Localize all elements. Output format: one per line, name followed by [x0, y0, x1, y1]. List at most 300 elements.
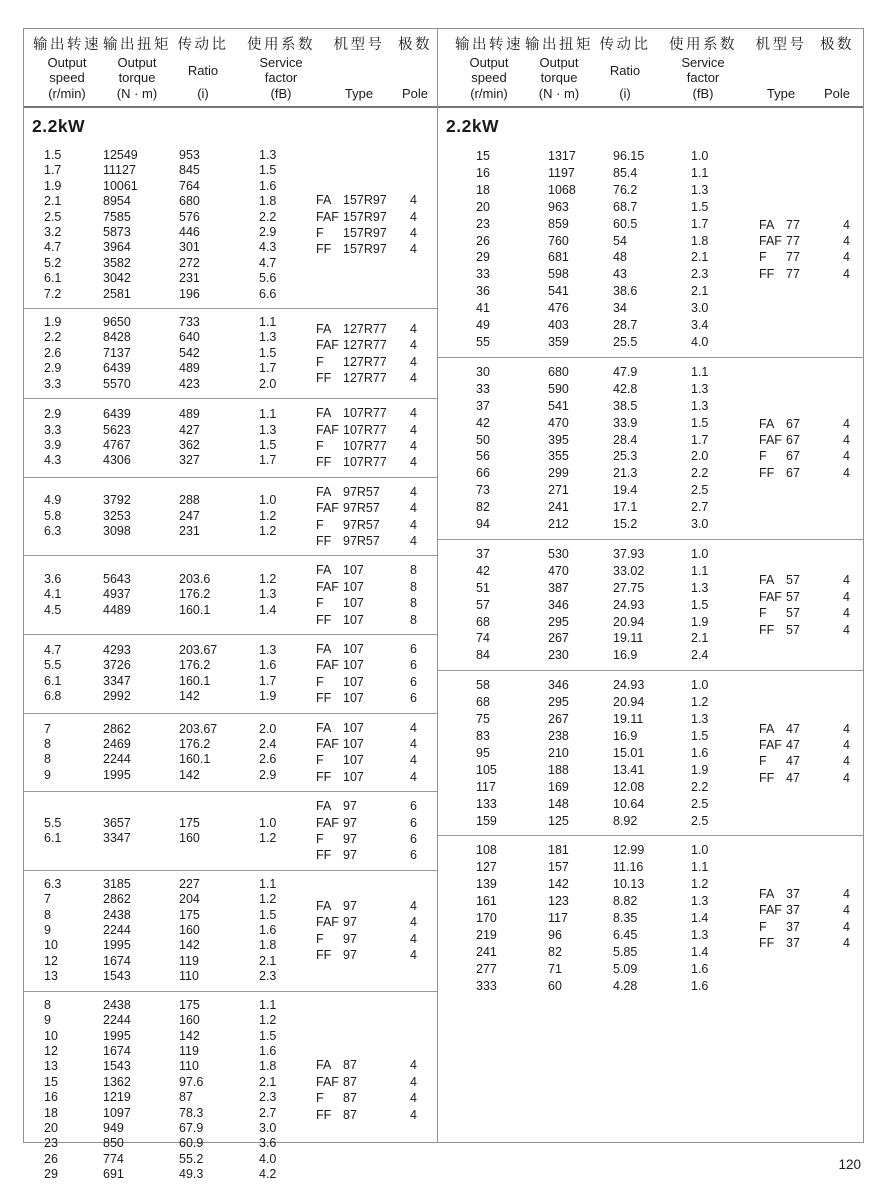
- ratio-cell: 175: [179, 815, 200, 830]
- type-code: 67: [786, 433, 800, 447]
- torque-cell: 11127: [103, 163, 136, 178]
- spec-row: [476, 216, 759, 233]
- factor-cell: 1.8: [691, 233, 709, 248]
- pole-value: 4: [410, 455, 417, 470]
- type-code: 37: [786, 919, 800, 934]
- type-prefix: FA: [759, 886, 775, 901]
- torque-cell: 949: [103, 1120, 124, 1135]
- torque-cell: 271: [548, 483, 569, 498]
- speed-cell: 68: [476, 695, 490, 710]
- ratio-cell: 27.75: [613, 580, 645, 595]
- ratio-cell: 175: [179, 907, 200, 922]
- torque-cell: 2438: [103, 907, 131, 922]
- header-label-speed: (r/min): [470, 85, 508, 101]
- ratio-cell: 12.08: [613, 779, 645, 794]
- type-line: [316, 1057, 417, 1073]
- speed-cell: 4.7: [44, 240, 62, 255]
- ratio-cell: 25.3: [613, 449, 638, 464]
- type-line: [316, 454, 417, 470]
- table-body-right: [438, 108, 863, 1001]
- speed-cell: 95: [476, 745, 490, 760]
- torque-cell: 3042: [103, 271, 131, 286]
- ratio-cell: 33.02: [613, 563, 645, 578]
- torque-cell: 5570: [103, 376, 131, 391]
- spec-block: [24, 634, 437, 713]
- speed-cell: 241: [476, 944, 497, 959]
- type-code: 97R57: [343, 533, 380, 548]
- type-prefix: FA: [316, 898, 332, 913]
- type-group: [316, 798, 437, 864]
- torque-cell: 10061: [103, 178, 138, 193]
- type-prefix: FA: [316, 563, 332, 578]
- speed-cell: 127: [476, 860, 497, 875]
- torque-cell: 3347: [103, 673, 131, 688]
- type-line: [316, 579, 417, 595]
- torque-cell: 2438: [103, 997, 131, 1012]
- torque-cell: 148: [548, 796, 569, 811]
- type-line: [316, 370, 417, 386]
- spec-row: [476, 448, 759, 465]
- speed-cell: 159: [476, 813, 497, 828]
- torque-cell: 4293: [103, 642, 131, 657]
- ratio-cell: 142: [179, 938, 200, 953]
- type-code: 87: [343, 1074, 357, 1089]
- pole-value: 4: [843, 622, 850, 637]
- factor-cell: 6.6: [259, 286, 277, 301]
- type-prefix: FAF: [759, 589, 782, 604]
- header-col-speed: [450, 33, 528, 101]
- header-label-torque: (N · m): [538, 85, 580, 101]
- type-line: [759, 266, 850, 282]
- ratio-cell: 288: [179, 493, 200, 508]
- torque-cell: 541: [548, 284, 569, 299]
- ratio-cell: 21.3: [613, 466, 638, 481]
- spec-row: [44, 722, 316, 737]
- factor-cell: 1.1: [259, 407, 277, 422]
- factor-cell: 2.3: [259, 1090, 277, 1105]
- spec-row: [44, 816, 316, 831]
- factor-cell: 1.1: [691, 563, 709, 578]
- torque-cell: 470: [548, 563, 569, 578]
- torque-cell: 2581: [103, 286, 131, 301]
- ratio-cell: 54: [613, 233, 627, 248]
- torque-cell: 12549: [103, 148, 138, 162]
- ratio-cell: 34: [613, 301, 627, 316]
- type-code: 127R77: [343, 370, 387, 385]
- factor-cell: 2.7: [259, 1105, 277, 1120]
- ratio-cell: 680: [179, 194, 200, 209]
- header-label-speed: speed: [471, 70, 507, 86]
- header-label-type: 机型号: [333, 37, 385, 53]
- speed-cell: 2.2: [44, 330, 62, 345]
- type-prefix: FF: [316, 691, 332, 706]
- speed-cell: 2.9: [44, 361, 62, 376]
- spec-block: [24, 142, 437, 308]
- type-code: 107R77: [343, 422, 387, 437]
- type-code: 97: [343, 898, 357, 913]
- factor-cell: 1.2: [259, 572, 277, 587]
- pole-value: 4: [410, 769, 417, 784]
- torque-cell: 346: [548, 597, 569, 612]
- pole-value: 4: [843, 903, 850, 918]
- torque-cell: 2862: [103, 892, 131, 907]
- type-prefix: FAF: [316, 815, 339, 830]
- factor-cell: 1.1: [259, 315, 277, 330]
- pole-value: 4: [410, 354, 417, 369]
- speed-cell: 18: [44, 1105, 58, 1120]
- ratio-cell: 542: [179, 345, 200, 360]
- ratio-cell: 49.3: [179, 1167, 204, 1182]
- type-line: [316, 769, 417, 785]
- torque-cell: 2244: [103, 1013, 131, 1028]
- spec-row: [476, 432, 759, 449]
- factor-cell: 1.3: [259, 148, 277, 162]
- torque-cell: 3253: [103, 508, 131, 523]
- type-code: 47: [786, 770, 800, 785]
- spec-block: [24, 555, 437, 634]
- pole-value: 4: [843, 770, 850, 785]
- spec-row: [476, 842, 759, 859]
- factor-cell: 1.3: [691, 894, 709, 909]
- type-line: [759, 572, 850, 588]
- spec-row: [476, 546, 759, 563]
- type-code: 97R57: [343, 517, 380, 532]
- spec-block: [24, 477, 437, 556]
- spec-row: [44, 1136, 316, 1151]
- type-code: 107: [343, 720, 364, 735]
- type-code: 107: [343, 691, 364, 706]
- spec-row: [476, 876, 759, 893]
- speed-cell: 1.9: [44, 178, 62, 193]
- speed-cell: 68: [476, 614, 490, 629]
- pole-value: 4: [410, 931, 417, 946]
- type-prefix: F: [316, 438, 324, 453]
- factor-cell: 3.0: [259, 1120, 277, 1135]
- type-code: 57: [786, 589, 800, 604]
- header-label-torque: torque: [540, 70, 578, 86]
- torque-cell: 96: [548, 927, 562, 942]
- speed-cell: 55: [476, 334, 490, 349]
- ratio-cell: 76.2: [613, 182, 638, 197]
- header-label-speed: 输出转速: [33, 37, 101, 53]
- type-prefix: FAF: [316, 658, 339, 673]
- pole-value: 4: [410, 321, 417, 336]
- speed-cell: 5.5: [44, 815, 62, 830]
- type-code: 107: [343, 612, 364, 627]
- type-code: 107: [343, 641, 364, 656]
- ratio-cell: 96.15: [613, 149, 645, 163]
- factor-cell: 1.5: [259, 907, 277, 922]
- torque-cell: 476: [548, 301, 569, 316]
- type-line: [316, 898, 417, 914]
- pole-value: 4: [410, 242, 417, 257]
- speed-cell: 2.6: [44, 345, 62, 360]
- ratio-cell: 38.6: [613, 284, 638, 299]
- spec-row: [44, 643, 316, 658]
- type-code: 67: [786, 449, 800, 464]
- spec-row: [476, 647, 759, 664]
- spec-row: [44, 1059, 316, 1074]
- factor-cell: 1.0: [691, 546, 709, 561]
- ratio-cell: 37.93: [613, 546, 645, 561]
- ratio-cell: 5.85: [613, 944, 638, 959]
- spec-row: [476, 199, 759, 216]
- spec-row: [476, 266, 759, 283]
- type-code: 107: [343, 596, 364, 611]
- torque-cell: 760: [548, 233, 569, 248]
- ratio-cell: 78.3: [179, 1105, 204, 1120]
- pole-value: 4: [843, 737, 850, 752]
- torque-cell: 1995: [103, 938, 131, 953]
- type-line: [759, 465, 850, 481]
- torque-cell: 157: [548, 860, 569, 875]
- type-group: [316, 898, 437, 964]
- spec-row: [44, 287, 316, 302]
- speed-cell: 30: [476, 364, 490, 379]
- header-label-torque: 输出扭矩: [525, 37, 593, 53]
- spec-row: [44, 938, 316, 953]
- factor-cell: 1.1: [259, 876, 277, 891]
- spec-row: [44, 954, 316, 969]
- pole-value: 6: [410, 658, 417, 673]
- ratio-cell: 845: [179, 163, 200, 178]
- type-prefix: F: [759, 919, 767, 934]
- speed-cell: 117: [476, 779, 496, 794]
- spec-row: [44, 1075, 316, 1090]
- torque-cell: 82: [548, 944, 562, 959]
- factor-cell: 1.5: [691, 597, 709, 612]
- type-prefix: F: [316, 226, 324, 241]
- torque-cell: 210: [548, 745, 569, 760]
- type-line: [759, 217, 850, 233]
- type-prefix: FA: [316, 193, 332, 208]
- factor-cell: 3.0: [691, 517, 709, 532]
- spec-row: [44, 658, 316, 673]
- torque-cell: 346: [548, 678, 569, 693]
- speed-cell: 1.9: [44, 315, 62, 330]
- factor-cell: 1.2: [259, 524, 277, 539]
- speed-cell: 20: [476, 199, 490, 214]
- data-rows: [24, 877, 316, 985]
- spec-row: [44, 689, 316, 704]
- speed-cell: 33: [476, 267, 490, 282]
- spec-row: [44, 737, 316, 752]
- ratio-cell: 8.92: [613, 813, 638, 828]
- speed-cell: 219: [476, 927, 497, 942]
- factor-cell: 1.3: [691, 580, 709, 595]
- header-label-ratio: Ratio: [187, 62, 219, 78]
- torque-cell: 212: [548, 517, 569, 532]
- ratio-cell: 16.9: [613, 648, 638, 663]
- type-code: 57: [786, 622, 800, 637]
- left-column: [24, 29, 438, 1182]
- spec-row: [476, 364, 759, 381]
- ratio-cell: 38.5: [613, 398, 638, 413]
- factor-cell: 2.0: [259, 721, 277, 736]
- type-code: 77: [786, 234, 800, 249]
- pole-value: 6: [410, 799, 417, 814]
- type-prefix: FA: [316, 406, 332, 421]
- factor-cell: 1.6: [259, 658, 277, 673]
- factor-cell: 4.0: [691, 334, 709, 349]
- pole-value: 8: [410, 612, 417, 627]
- speed-cell: 6.3: [44, 524, 62, 539]
- header-label-pole: 极数: [820, 37, 854, 53]
- factor-cell: 2.0: [691, 449, 709, 464]
- spec-block: [24, 991, 437, 1189]
- factor-cell: 1.7: [259, 361, 277, 376]
- header-label-ratio: (i): [197, 86, 209, 101]
- type-code: 107R77: [343, 406, 387, 421]
- ratio-cell: 489: [179, 361, 200, 376]
- table-header-left: [24, 29, 437, 108]
- speed-cell: 8: [44, 997, 51, 1012]
- type-line: [759, 770, 850, 786]
- speed-cell: 74: [476, 631, 490, 646]
- type-line: [316, 674, 417, 690]
- type-code: 97R57: [343, 484, 380, 499]
- header-label-factor: 使用系数: [669, 37, 737, 53]
- header-label-speed: Output: [47, 54, 87, 70]
- ratio-cell: 362: [179, 437, 200, 452]
- factor-cell: 1.3: [691, 927, 709, 942]
- speed-cell: 51: [476, 580, 490, 595]
- torque-cell: 3964: [103, 240, 131, 255]
- type-line: [316, 192, 417, 208]
- type-prefix: FA: [316, 484, 332, 499]
- factor-cell: 1.2: [691, 877, 709, 892]
- ratio-cell: 176.2: [179, 658, 211, 673]
- speed-cell: 5.8: [44, 508, 62, 523]
- type-prefix: FA: [316, 720, 332, 735]
- factor-cell: 1.7: [691, 216, 709, 231]
- speed-cell: 4.1: [44, 587, 62, 602]
- ratio-cell: 68.7: [613, 199, 638, 214]
- header-label-factor: factor: [686, 70, 720, 86]
- ratio-cell: 16.9: [613, 729, 638, 743]
- speed-cell: 36: [476, 284, 490, 299]
- factor-cell: 2.1: [259, 1074, 277, 1089]
- type-prefix: FF: [316, 533, 332, 548]
- speed-cell: 58: [476, 678, 490, 693]
- type-prefix: F: [759, 449, 767, 464]
- speed-cell: 16: [476, 165, 490, 180]
- type-line: [316, 798, 417, 814]
- factor-cell: 4.7: [259, 255, 277, 270]
- spec-row: [476, 910, 759, 927]
- pole-value: 4: [843, 266, 850, 281]
- speed-cell: 2.9: [44, 407, 62, 422]
- type-prefix: FAF: [316, 737, 339, 751]
- factor-cell: 1.5: [259, 163, 277, 178]
- speed-cell: 57: [476, 597, 490, 612]
- type-line: [316, 736, 417, 752]
- ratio-cell: 764: [179, 178, 200, 193]
- torque-cell: 5873: [103, 225, 131, 240]
- torque-cell: 691: [103, 1167, 124, 1182]
- type-line: [316, 562, 417, 578]
- torque-cell: 3582: [103, 255, 131, 270]
- factor-cell: 1.3: [691, 381, 709, 396]
- speed-cell: 8: [44, 737, 51, 751]
- factor-cell: 1.5: [691, 415, 709, 430]
- spec-row: [44, 163, 316, 178]
- factor-cell: 2.5: [691, 483, 709, 498]
- ratio-cell: 327: [179, 453, 200, 468]
- torque-cell: 359: [548, 334, 569, 349]
- speed-cell: 5.2: [44, 255, 62, 270]
- torque-cell: 267: [548, 631, 569, 646]
- factor-cell: 1.5: [691, 199, 709, 214]
- type-group: [759, 572, 863, 638]
- ratio-cell: 15.01: [613, 745, 645, 760]
- ratio-cell: 160: [179, 923, 200, 938]
- spec-row: [44, 674, 316, 689]
- speed-cell: 42: [476, 563, 490, 578]
- pole-value: 4: [410, 1074, 417, 1089]
- type-line: [316, 690, 417, 706]
- type-code: 57: [786, 606, 800, 621]
- torque-cell: 1674: [103, 953, 131, 968]
- torque-cell: 774: [103, 1151, 124, 1166]
- torque-cell: 169: [548, 779, 569, 794]
- type-prefix: FF: [316, 948, 332, 963]
- header-label-speed: 输出转速: [455, 37, 523, 53]
- torque-cell: 5643: [103, 572, 131, 587]
- header-col-torque: [525, 33, 593, 101]
- factor-cell: 1.4: [259, 602, 277, 617]
- torque-cell: 681: [548, 250, 569, 265]
- ratio-cell: 423: [179, 376, 200, 391]
- torque-cell: 3792: [103, 493, 131, 508]
- spec-row: [44, 1044, 316, 1059]
- torque-cell: 4489: [103, 602, 131, 617]
- factor-cell: 1.1: [259, 997, 277, 1012]
- torque-cell: 299: [548, 466, 569, 481]
- type-prefix: F: [316, 931, 324, 946]
- type-line: [759, 416, 850, 432]
- torque-cell: 403: [548, 318, 569, 333]
- type-code: 97: [343, 915, 357, 930]
- torque-cell: 1317: [548, 149, 576, 163]
- ratio-cell: 24.93: [613, 678, 645, 693]
- torque-cell: 395: [548, 432, 569, 447]
- torque-cell: 3726: [103, 658, 131, 673]
- ratio-cell: 67.9: [179, 1120, 204, 1135]
- factor-cell: 1.4: [691, 944, 709, 959]
- header-label-factor: Service: [259, 54, 303, 70]
- ratio-cell: 427: [179, 422, 200, 437]
- pole-value: 4: [410, 338, 417, 353]
- type-prefix: FAF: [316, 1074, 339, 1089]
- ratio-cell: 19.11: [613, 712, 644, 727]
- pole-value: 4: [410, 484, 417, 499]
- spec-row: [476, 745, 759, 762]
- speed-cell: 139: [476, 877, 497, 892]
- pole-value: 4: [410, 517, 417, 532]
- speed-cell: 42: [476, 415, 490, 430]
- type-line: [759, 919, 850, 935]
- spec-block: [24, 308, 437, 398]
- type-line: [759, 432, 850, 448]
- ratio-cell: 28.7: [613, 318, 638, 333]
- ratio-cell: 176.2: [179, 587, 211, 602]
- speed-cell: 6.8: [44, 689, 62, 704]
- speed-cell: 23: [476, 216, 490, 231]
- ratio-cell: 60.9: [179, 1136, 204, 1151]
- type-group: [316, 321, 437, 387]
- ratio-cell: 160.1: [179, 673, 211, 688]
